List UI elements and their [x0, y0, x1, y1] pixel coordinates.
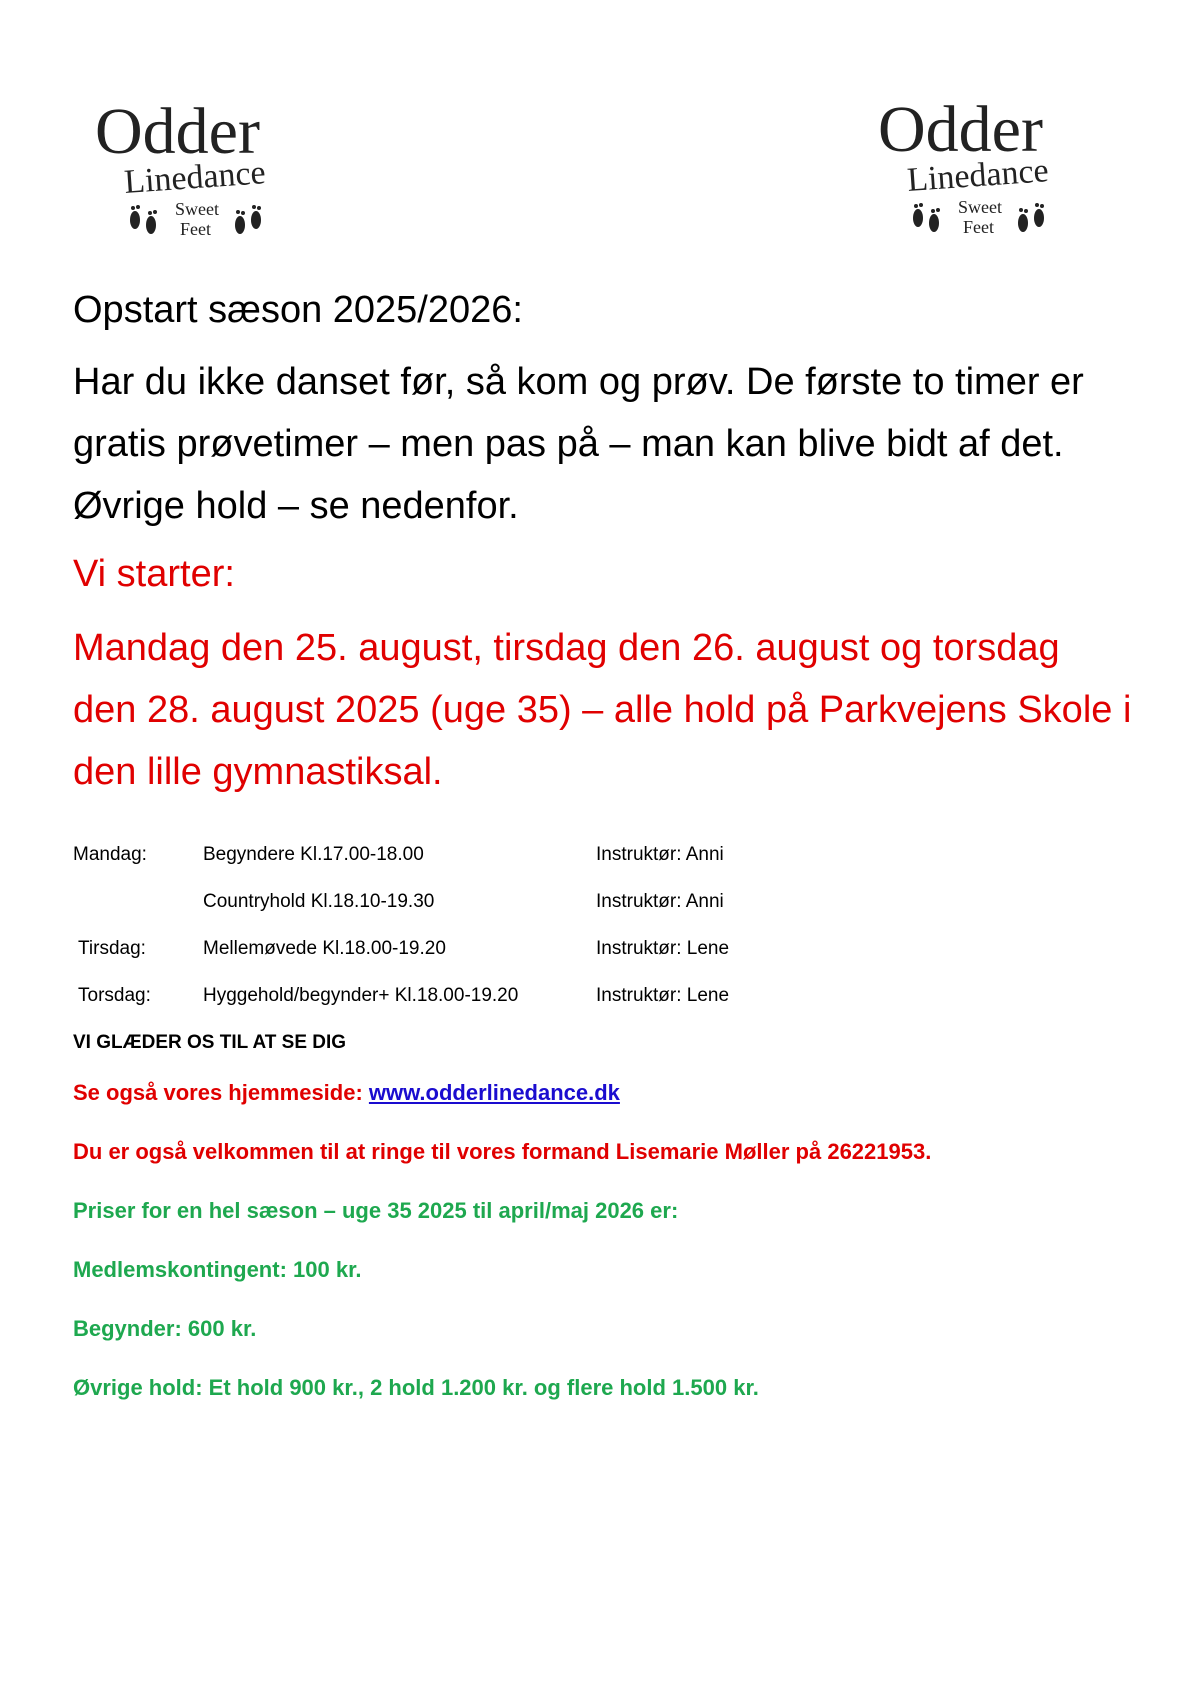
- logo-title: Odder: [878, 93, 1043, 166]
- intro-paragraph: Har du ikke danset før, så kom og prøv. De første to timer er gratis prøvetimer – men pas på – man kan blive bidt af det. Øvrige hold – se nedenfor.: [73, 361, 1084, 527]
- logo-feet: Feet: [180, 219, 211, 239]
- table-row: [73, 878, 729, 925]
- start-paragraph: Mandag den 25. august, tirsdag den 26. august og torsdag den 28. august 2025 (uge 35) – alle hold på Parkvejens Skole i den lille gymnastiksal.: [73, 627, 1132, 793]
- table-row: [73, 972, 729, 1019]
- schedule-day: Torsdag:: [78, 984, 151, 1006]
- season-title: Opstart sæson 2025/2026:: [73, 289, 523, 331]
- schedule-class: Hyggehold/begynder+ Kl.18.00-19.20: [203, 984, 519, 1006]
- website-line: [73, 1063, 1133, 1122]
- odder-linedance-logo: [878, 93, 1098, 243]
- schedule-instructor: Instruktør: Lene: [596, 984, 730, 1006]
- table-row: [73, 925, 729, 972]
- logo-subtitle: Linedance: [905, 152, 1050, 199]
- schedule-table: [73, 831, 729, 1019]
- schedule-instructor: Instruktør: Anni: [596, 890, 724, 912]
- logo-subtitle: Linedance: [122, 154, 267, 201]
- logo-title: Odder: [95, 95, 260, 168]
- table-row: [73, 831, 729, 878]
- website-label: Se også vores hjemmeside:: [73, 1080, 369, 1105]
- logo-sweet: Sweet: [175, 199, 219, 219]
- document-body: [73, 285, 1133, 1417]
- schedule-instructor: Instruktør: Lene: [596, 937, 730, 959]
- welcome-line: VI GLÆDER OS TIL AT SE DIG: [73, 1032, 347, 1053]
- logo-left: [95, 95, 315, 245]
- schedule-class: Begyndere Kl.17.00-18.00: [203, 843, 424, 865]
- start-heading: Vi starter:: [73, 553, 235, 595]
- other-price: Øvrige hold: Et hold 900 kr., 2 hold 1.200 kr. og flere hold 1.500 kr.: [73, 1375, 759, 1400]
- schedule-class: Countryhold Kl.18.10-19.30: [203, 890, 435, 912]
- schedule-day: Tirsdag:: [78, 937, 146, 959]
- odder-linedance-logo: [95, 95, 315, 245]
- website-link[interactable]: www.odderlinedance.dk: [368, 1080, 620, 1105]
- prices-heading: Priser for en hel sæson – uge 35 2025 til april/maj 2026 er:: [73, 1198, 679, 1223]
- logo-feet: Feet: [963, 217, 994, 237]
- schedule-instructor: Instruktør: Anni: [596, 843, 724, 865]
- membership-price: Medlemskontingent: 100 kr.: [73, 1257, 362, 1282]
- logo-right: [878, 93, 1098, 243]
- schedule-day: Mandag:: [73, 843, 147, 865]
- beginner-price: Begynder: 600 kr.: [73, 1316, 257, 1341]
- schedule-day: [73, 878, 203, 925]
- phone-line: Du er også velkommen til at ringe til vores formand Lisemarie Møller på 26221953.: [73, 1139, 932, 1164]
- logo-sweet: Sweet: [958, 197, 1002, 217]
- schedule-class: Mellemøvede Kl.18.00-19.20: [203, 937, 446, 959]
